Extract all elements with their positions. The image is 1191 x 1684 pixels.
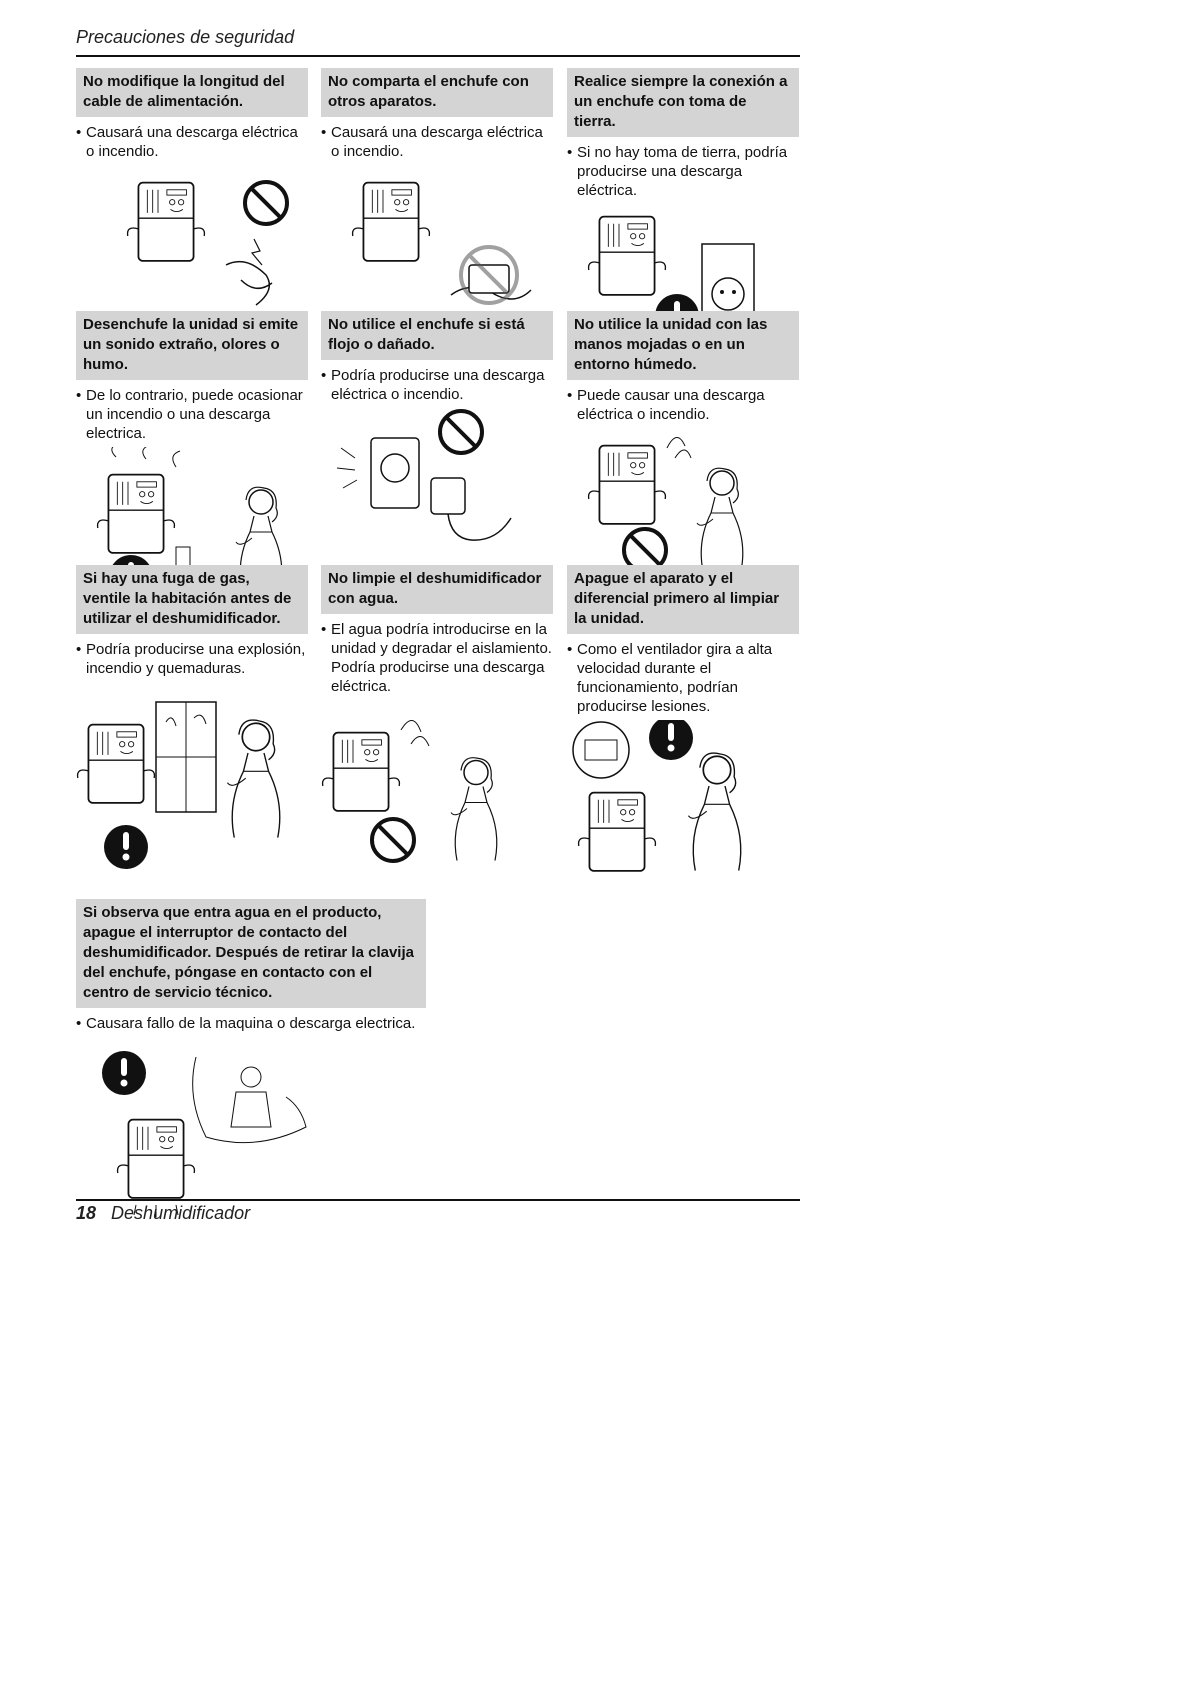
warning-heading: Realice siempre la conexión a un enchufe con toma de tierra.: [567, 68, 799, 137]
illustration-wet-hands: [567, 428, 799, 578]
warning-heading: No utilice el enchufe si está flojo o dañado.: [321, 311, 553, 360]
mandatory-icon: [104, 825, 148, 869]
warning-heading: No modifique la longitud del cable de alimentación.: [76, 68, 308, 117]
warning-heading: No utilice la unidad con las manos mojadas o en un entorno húmedo.: [567, 311, 799, 380]
illustration-loose-plug: [321, 408, 553, 558]
warning-bullet: • Podría producirse una descarga eléctrica o incendio.: [321, 367, 545, 403]
warning-card-switch-off: [567, 565, 799, 890]
header-rule: [76, 55, 800, 57]
warning-card-wet-hands: [567, 311, 799, 578]
warning-heading: No comparta el enchufe con otros aparatos.: [321, 68, 553, 117]
footer-product: Deshumidificador: [111, 1203, 251, 1223]
warning-card-water-in-product: [76, 899, 426, 1222]
warning-card-gas-leak: [76, 565, 308, 882]
warning-bullet: • Causará una descarga eléctrica o incendio.: [321, 124, 543, 160]
warning-card-no-water: [321, 565, 553, 870]
page-number: 18: [76, 1203, 97, 1223]
mandatory-icon: [649, 720, 693, 760]
warning-card-unplug-smoke: [76, 311, 308, 597]
page-footer: [76, 1203, 250, 1224]
prohibition-icon: [245, 182, 287, 224]
warning-heading: Apague el aparato y el diferencial primero al limpiar la unidad.: [567, 565, 799, 634]
illustration-gas-leak: [76, 682, 308, 882]
illustration-water-in-product: [76, 1037, 316, 1222]
footer-rule: [76, 1199, 800, 1201]
prohibition-icon: [372, 819, 414, 861]
mandatory-icon: [102, 1051, 146, 1095]
warning-bullet: • Podría producirse una explosión, incendio y quemaduras.: [76, 641, 306, 677]
warning-bullet: • Si no hay toma de tierra, podría producirse una descarga eléctrica.: [567, 144, 788, 199]
prohibition-icon: [440, 411, 482, 453]
warning-heading: Si observa que entra agua en el producto, apague el interruptor de contacto del deshumidificador. Después de retirar la clavija del enchufe, póngase en contacto con el centro de servicio técnico.: [76, 899, 426, 1008]
warning-bullet: • Puede causar una descarga eléctrica o incendio.: [567, 387, 765, 423]
warning-card-shared-outlet: [321, 68, 553, 315]
warning-card-loose-plug: [321, 311, 553, 558]
illustration-shared-outlet: [321, 165, 553, 315]
illustration-no-water: [321, 700, 553, 870]
warning-bullet: • De lo contrario, puede ocasionar un incendio o una descarga electrica.: [76, 387, 303, 442]
warning-card-ground: [567, 68, 799, 344]
warning-bullet: • Causará una descarga eléctrica o incendio.: [76, 124, 298, 160]
illustration-switch-off: [567, 720, 799, 890]
warning-bullet: • El agua podría introducirse en la unidad y degradar el aislamiento. Podría producirse una descarga eléctrica.: [321, 621, 552, 695]
warning-heading: No limpie el deshumidificador con agua.: [321, 565, 553, 614]
warning-bullet: • Como el ventilador gira a alta velocidad durante el funcionamiento, podrían producirse lesiones.: [567, 641, 773, 715]
page-header: Precauciones de seguridad: [76, 27, 295, 47]
warning-card-cable-length: [76, 68, 308, 315]
warning-bullet: • Causara fallo de la maquina o descarga electrica.: [76, 1015, 416, 1032]
warning-heading: Desenchufe la unidad si emite un sonido extraño, olores o humo.: [76, 311, 308, 380]
warning-heading: Si hay una fuga de gas, ventile la habitación antes de utilizar el deshumidificador.: [76, 565, 308, 634]
illustration-cable: [76, 165, 308, 315]
